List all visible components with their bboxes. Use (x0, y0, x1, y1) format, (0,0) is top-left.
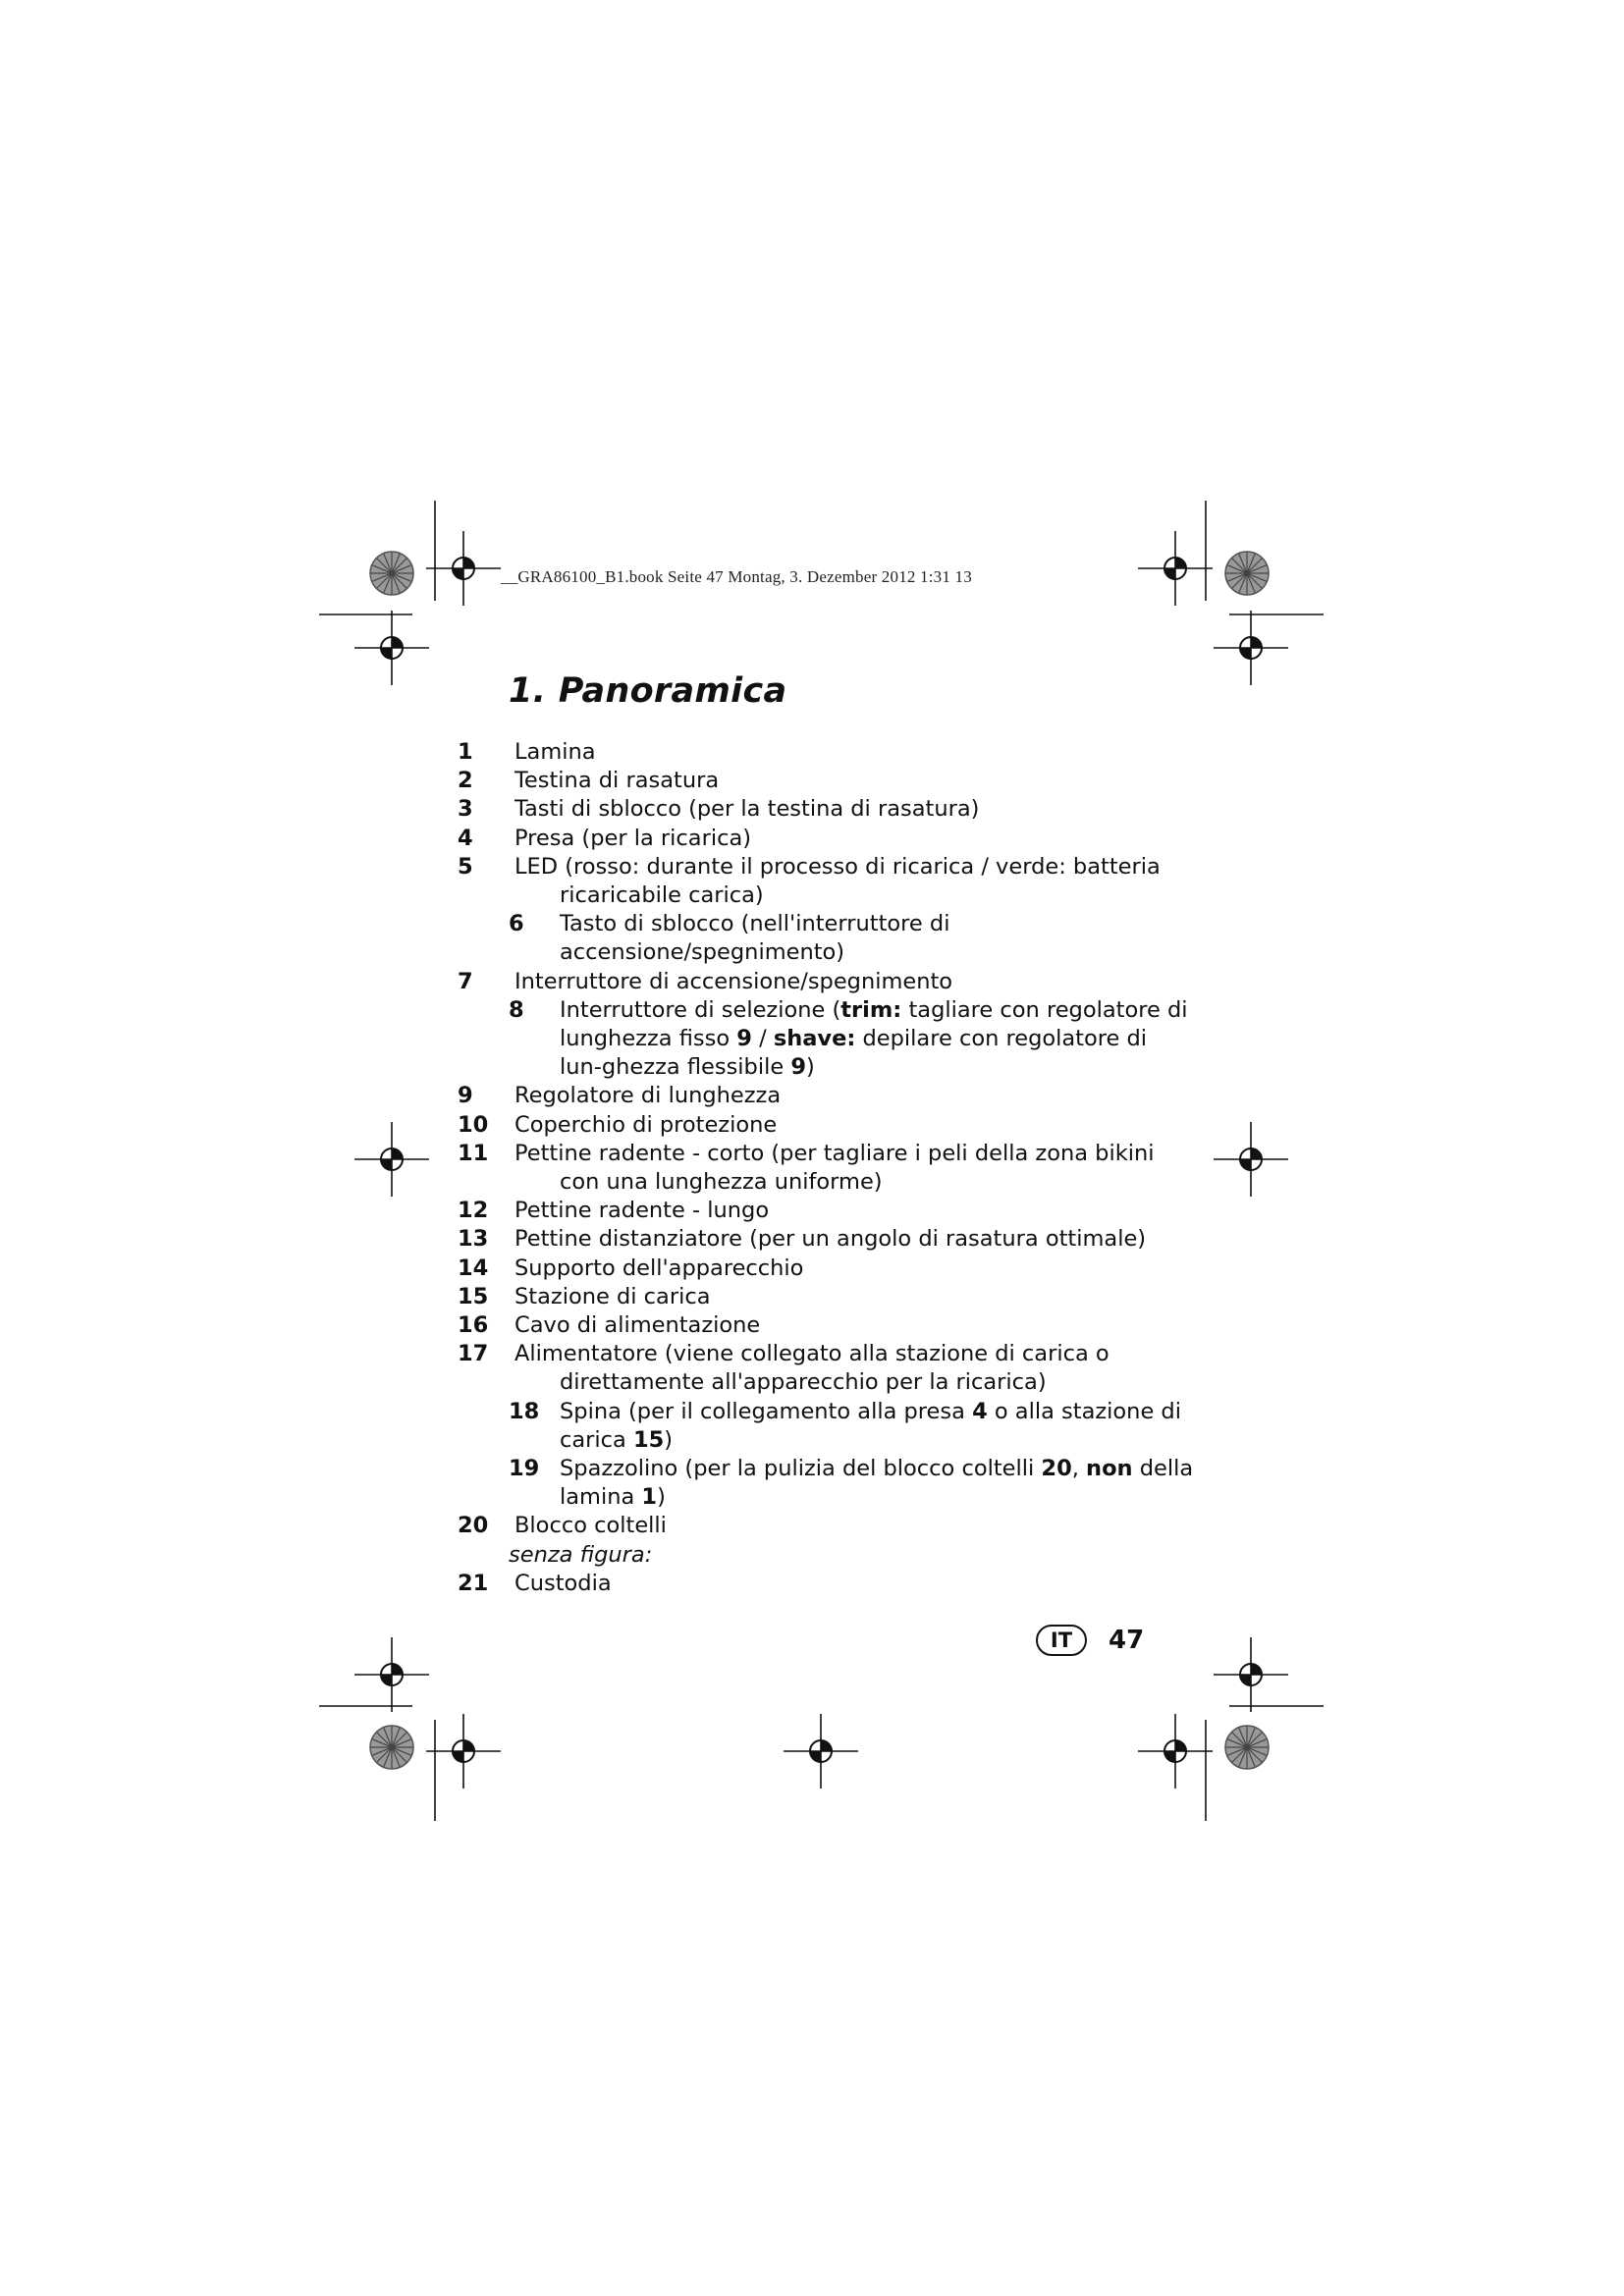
list-item: 9 Regolatore di lunghezza (458, 1083, 782, 1109)
list-item: 20 Blocco coltelli (458, 1513, 667, 1539)
list-item: 3 Tasti di sblocco (per la testina di rasatura) (458, 796, 980, 823)
print-slug: __GRA86100_B1.book Seite 47 Montag, 3. Dezember 2012 1:31 13 (501, 567, 972, 586)
list-item: 6 Tasto di sblocco (nell'interruttore di accensione/spegnimento) (509, 911, 950, 966)
list-item: 13 Pettine distanziatore (per un angolo di rasatura ottimale) (458, 1226, 1147, 1253)
list-item: 16 Cavo di alimentazione (458, 1312, 761, 1339)
list-item: 17 Alimentatore (viene collegato alla stazione di carica o direttamente all'apparecchio per la ricarica) (458, 1341, 1110, 1396)
language-badge: IT (1036, 1625, 1087, 1656)
list-item: 18 Spina (per il collegamento alla presa 4 o alla stazione di carica 15) (509, 1398, 1181, 1453)
crop-mark-top-right (1138, 501, 1324, 685)
list-item: 19 Spazzolino (per la pulizia del blocco coltelli 20, non della lamina 1) (509, 1456, 1194, 1511)
crop-mark-middle-left (354, 1122, 429, 1197)
list-item: 4 Presa (per la ricarica) (458, 825, 752, 851)
list-item: 5 LED (rosso: durante il processo di ricarica / verde: batteria ricaricabile carica) (458, 853, 1161, 909)
crop-mark-middle-right (1214, 1122, 1288, 1197)
list-item: 1 Lamina (458, 739, 596, 765)
crop-mark-bottom-left (319, 1637, 501, 1821)
crop-mark-bottom-right (1138, 1637, 1324, 1821)
list-item: 8 Interruttore di selezione (trim: tagliare con regolatore di lunghezza fisso 9 / shave: depilare con regolatore di lun-ghezza flessibile 9) (509, 996, 1188, 1081)
page-footer (1036, 1625, 1144, 1656)
list-item: 10 Coperchio di protezione (458, 1111, 778, 1138)
parts-list (458, 738, 1196, 1598)
no-figure-label: senza figura: (509, 1541, 653, 1568)
list-item: 11 Pettine radente - corto (per tagliare i peli della zona bikini con una lunghezza uniforme) (458, 1140, 1155, 1196)
page-number: 47 (1109, 1626, 1145, 1655)
crop-mark-top-left (319, 501, 501, 685)
list-item: 7 Interruttore di accensione/spegnimento (458, 968, 953, 994)
list-item: 2 Testina di rasatura (458, 768, 720, 794)
list-item: 14 Supporto dell'apparecchio (458, 1255, 804, 1281)
list-item: 12 Pettine radente - lungo (458, 1198, 770, 1224)
section-title: 1. Panoramica (509, 671, 787, 711)
list-item: 21 Custodia (458, 1570, 612, 1596)
list-item: 15 Stazione di carica (458, 1283, 711, 1309)
crop-mark-bottom-center (784, 1714, 858, 1789)
